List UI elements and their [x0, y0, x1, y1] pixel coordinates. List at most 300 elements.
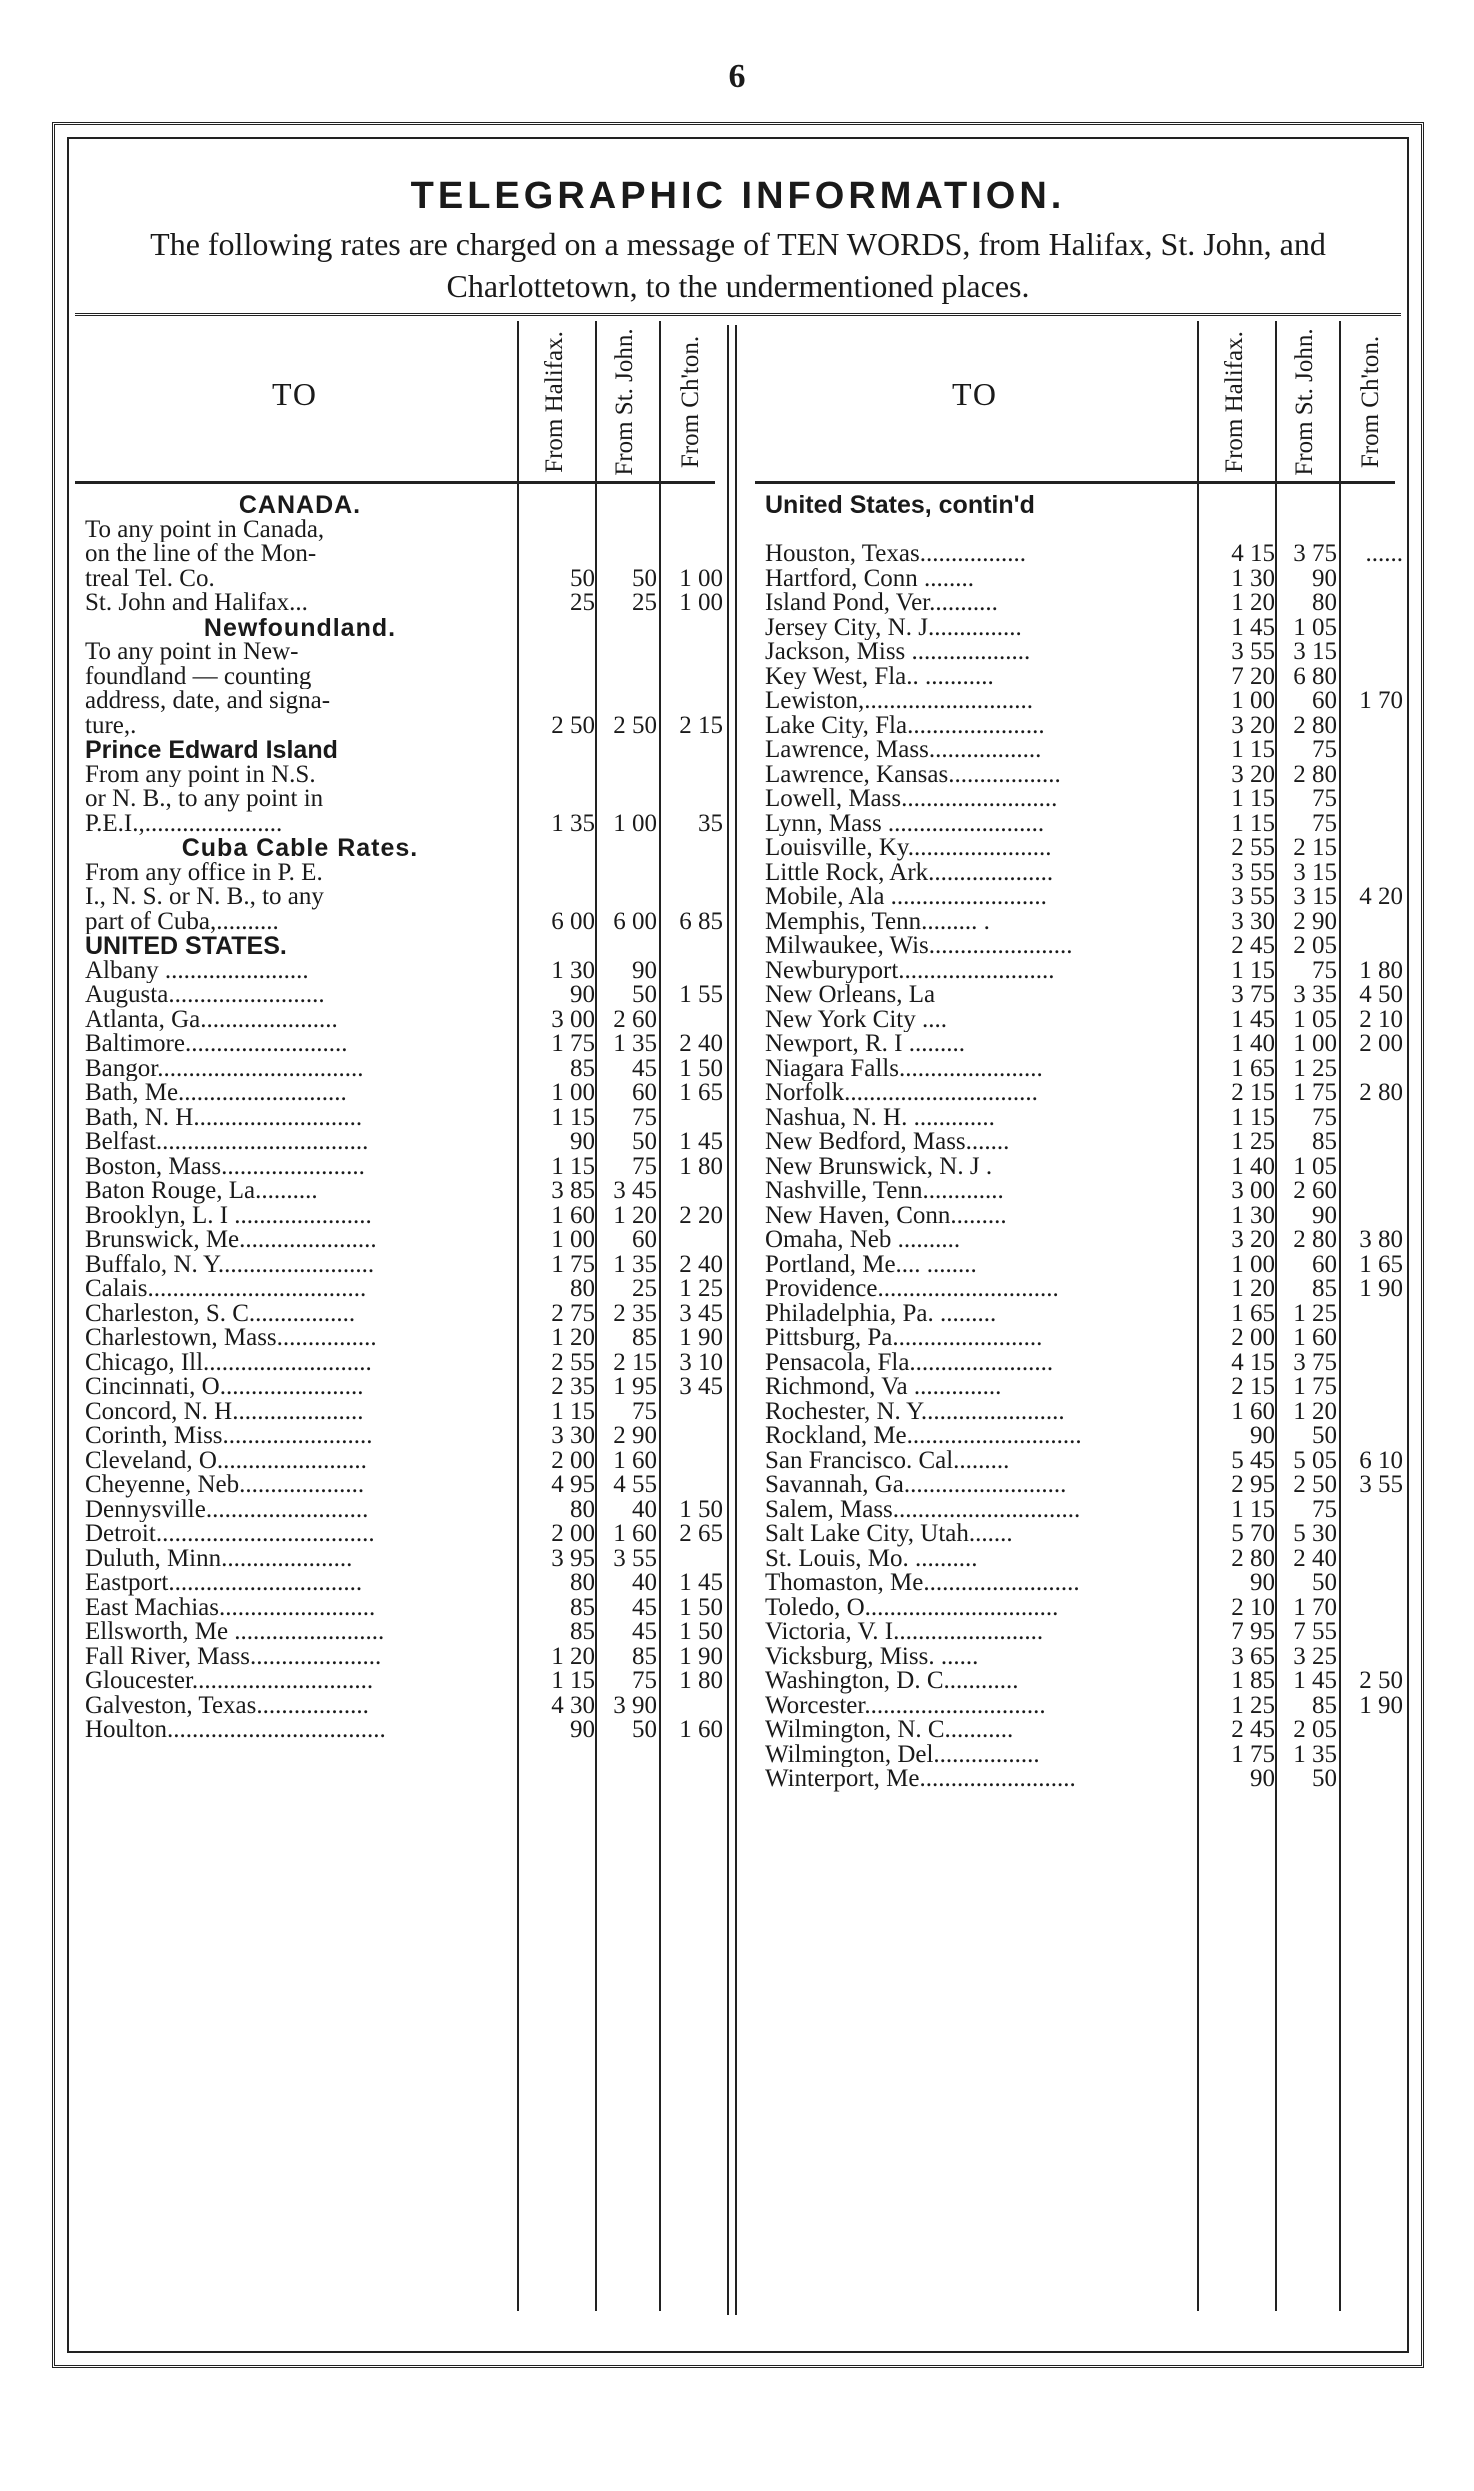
left-table: [75, 321, 723, 2321]
table-row: [755, 564, 1395, 592]
table-row: [75, 1424, 715, 1449]
place-name: Pittsburg, Pa........................: [765, 1326, 1043, 1351]
halifax-rate: 3 55: [1231, 638, 1275, 665]
place-name: Gloucester.............................: [85, 1669, 374, 1694]
table-row: [75, 589, 723, 616]
halifax-rate: 3 30: [1231, 907, 1275, 935]
table-row: [755, 1226, 1403, 1253]
table-row: [755, 1054, 1395, 1082]
table-row: [755, 1446, 1403, 1474]
place-name: New York City ....: [765, 1007, 947, 1032]
place-name: Pensacola, Fla.......................: [765, 1350, 1054, 1375]
chton-rate: 1 50: [679, 1054, 723, 1082]
stjohn-rate: 90: [1312, 1201, 1337, 1229]
table-row: [75, 1495, 723, 1523]
table-row: [755, 1299, 1395, 1327]
place-name: or N. B., to any point in: [85, 787, 324, 812]
stjohn-rate: 3 15: [1293, 858, 1337, 886]
place-name: Providence.............................: [765, 1277, 1059, 1302]
halifax-rate: 1 15: [551, 1397, 595, 1425]
place-name: foundland — counting: [85, 664, 312, 689]
stjohn-rate: 1 60: [1293, 1324, 1337, 1351]
table-row: [75, 1152, 723, 1180]
place-name: Brunswick, Me......................: [85, 1228, 377, 1253]
stjohn-rate: 1 05: [1293, 1005, 1337, 1033]
stjohn-rate: 90: [632, 956, 657, 984]
place-name: Nashville, Tenn.............: [765, 1179, 1004, 1204]
place-name: Lawrence, Kansas..................: [765, 762, 1061, 787]
table-row: [755, 1522, 1395, 1547]
stjohn-rate: 1 20: [613, 1201, 657, 1229]
place-name: Eastport...............................: [85, 1571, 363, 1596]
place-name: part of Cuba,..........: [85, 909, 279, 934]
halifax-rate: 2 55: [551, 1348, 595, 1376]
stjohn-rate: 3 55: [613, 1544, 657, 1572]
place-name: Nashua, N. H. .............: [765, 1105, 995, 1130]
table-row: [755, 1079, 1403, 1106]
place-name: New Bedford, Mass.......: [765, 1130, 1010, 1155]
place-name: Charleston, S. C.................: [85, 1301, 356, 1326]
halifax-rate: 3 30: [551, 1422, 595, 1449]
table-row: [755, 1471, 1403, 1498]
halifax-rate: 90: [570, 981, 595, 1008]
halifax-rate: 1 15: [551, 1103, 595, 1131]
stjohn-rate: 2 80: [1293, 711, 1337, 739]
table-row: [75, 1275, 723, 1302]
stjohn-rate: 3 75: [1293, 540, 1337, 567]
chton-rate: 1 80: [679, 1667, 723, 1694]
table-row: [75, 981, 723, 1008]
table-row: [755, 1375, 1395, 1400]
stjohn-rate: 1 45: [1293, 1667, 1337, 1694]
chton-rate: 1 00: [679, 564, 723, 592]
table-row: [75, 1667, 723, 1694]
table-row: [75, 1618, 723, 1645]
table-row: [75, 1201, 723, 1229]
place-name: Victoria, V. I........................: [765, 1620, 1044, 1645]
chton-rate: 4 50: [1359, 981, 1403, 1008]
table-row: [755, 1152, 1395, 1180]
stjohn-rate: 1 95: [613, 1373, 657, 1400]
right-table: [755, 321, 1403, 2321]
table-row: [75, 542, 715, 567]
stjohn-rate: 3 75: [1293, 1348, 1337, 1376]
halifax-rate: 2 15: [1231, 1079, 1275, 1106]
place-name: Cuba Cable Rates.: [181, 836, 419, 861]
table-row: [755, 883, 1403, 910]
halifax-rate: 1 00: [1231, 1250, 1275, 1278]
stjohn-rate: 40: [632, 1569, 657, 1596]
stjohn-rate: 1 35: [1293, 1740, 1337, 1768]
table-row: [755, 1103, 1395, 1131]
right-header-row: [755, 321, 1395, 484]
place-name: East Machias.........................: [85, 1595, 376, 1620]
place-name: Buffalo, N. Y.........................: [85, 1252, 375, 1277]
stjohn-rate: 85: [1312, 1128, 1337, 1155]
column-divider-double: [735, 325, 737, 2315]
halifax-rate: 3 20: [1231, 760, 1275, 788]
stjohn-rate: 3 90: [613, 1691, 657, 1719]
halifax-rate: 2 95: [1231, 1471, 1275, 1498]
place-name: Louisville, Ky.......................: [765, 836, 1052, 861]
halifax-rate: 3 55: [1231, 858, 1275, 886]
halifax-rate: 1 15: [1231, 809, 1275, 837]
halifax-rate: 2 80: [1231, 1544, 1275, 1572]
halifax-rate: 2 45: [1231, 932, 1275, 959]
place-name: Houston, Texas.................: [765, 542, 1026, 567]
table-row: [755, 836, 1395, 861]
halifax-rate: 1 00: [551, 1079, 595, 1106]
stjohn-rate: 1 35: [613, 1250, 657, 1278]
halifax-rate: 80: [570, 1569, 595, 1596]
table-row: [755, 1740, 1395, 1768]
stjohn-rate: 2 05: [1293, 1716, 1337, 1743]
halifax-rate: 1 25: [1231, 1691, 1275, 1719]
table-row: [755, 760, 1395, 788]
stjohn-rate: 75: [632, 1103, 657, 1131]
table-row: [755, 1326, 1395, 1351]
stjohn-rate: 75: [1312, 736, 1337, 763]
table-row: [755, 540, 1403, 567]
halifax-rate: 1 15: [551, 1152, 595, 1180]
table-row: [755, 1691, 1403, 1719]
stjohn-rate: 2 15: [1293, 834, 1337, 861]
chton-rate: 2 80: [1359, 1079, 1403, 1106]
chton-rate: 1 65: [679, 1079, 723, 1106]
place-name: treal Tel. Co.: [85, 566, 215, 591]
place-name: ture,.: [85, 713, 137, 738]
halifax-rate: 2 00: [551, 1520, 595, 1547]
table-row: [75, 640, 715, 665]
halifax-rate: 1 60: [551, 1201, 595, 1229]
halifax-rate: 1 30: [551, 956, 595, 984]
stjohn-rate: 60: [1312, 687, 1337, 714]
chton-rate: 35: [698, 809, 723, 837]
table-row: [755, 1571, 1395, 1596]
stjohn-rate: 75: [1312, 785, 1337, 812]
halifax-rate: 2 75: [551, 1299, 595, 1327]
table-row: [75, 1520, 723, 1547]
place-name: Cleveland, O........................: [85, 1448, 367, 1473]
place-name: Newfoundland.: [203, 615, 397, 640]
table-row: [755, 787, 1395, 812]
place-name: Duluth, Minn.....................: [85, 1546, 353, 1571]
chton-rate: 3 80: [1359, 1226, 1403, 1253]
place-name: To any point in New-: [85, 640, 299, 665]
table-row: [755, 1620, 1395, 1645]
chton-rate: 4 20: [1359, 883, 1403, 910]
place-name: Brooklyn, L. I ......................: [85, 1203, 372, 1228]
table-row: [75, 1179, 715, 1204]
stjohn-rate: 80: [1312, 589, 1337, 616]
table-row: [755, 907, 1395, 935]
table-row: [75, 1397, 715, 1425]
halifax-rate: 2 00: [551, 1446, 595, 1474]
halifax-rate: 1 45: [1231, 613, 1275, 641]
page-frame: [52, 122, 1424, 2368]
stjohn-rate: 4 55: [613, 1471, 657, 1498]
stjohn-rate: 75: [1312, 809, 1337, 837]
table-row: [755, 662, 1395, 690]
table-row: [755, 956, 1403, 984]
stjohn-rate: 60: [632, 1079, 657, 1106]
stjohn-rate: 2 35: [613, 1299, 657, 1327]
place-name: Baton Rouge, La..........: [85, 1179, 318, 1204]
place-name: Philadelphia, Pa. .........: [765, 1301, 997, 1326]
stjohn-rate: 1 05: [1293, 1152, 1337, 1180]
place-name: Norfolk...............................: [765, 1081, 1038, 1106]
halifax-column-header: From Halifax.: [1221, 331, 1248, 473]
halifax-rate: 85: [570, 1618, 595, 1645]
place-name: Ellsworth, Me ........................: [85, 1620, 385, 1645]
table-row: [75, 763, 715, 788]
table-row: [755, 934, 1395, 959]
table-row: [755, 1667, 1403, 1694]
halifax-rate: 1 75: [551, 1030, 595, 1057]
place-name: Chicago, Ill...........................: [85, 1350, 372, 1375]
halifax-rate: 1 65: [1231, 1054, 1275, 1082]
chton-rate: 1 60: [679, 1716, 723, 1743]
table-row: [755, 1030, 1403, 1057]
place-name: Cheyenne, Neb....................: [85, 1473, 365, 1498]
to-column-header: TO: [271, 376, 319, 412]
table-row: [75, 1593, 723, 1621]
stjohn-rate: 50: [1312, 1422, 1337, 1449]
table-row: [75, 1299, 723, 1327]
place-name: Atlanta, Ga......................: [85, 1007, 338, 1032]
page-number: 6: [728, 58, 746, 95]
chton-rate: 6 10: [1359, 1446, 1403, 1474]
table-row: [75, 564, 723, 592]
place-name: Jackson, Miss ...................: [765, 640, 1031, 665]
halifax-rate: 7 20: [1231, 662, 1275, 690]
chton-rate: 1 65: [1359, 1250, 1403, 1278]
place-name: UNITED STATES.: [85, 934, 287, 959]
chton-rate: 1 45: [679, 1128, 723, 1155]
stjohn-rate: 1 75: [1293, 1373, 1337, 1400]
halifax-column-header: From Halifax.: [541, 331, 568, 473]
stjohn-rate: 5 05: [1293, 1446, 1337, 1474]
table-row: [75, 1691, 715, 1719]
chton-rate: 1 90: [679, 1324, 723, 1351]
page-title: TELEGRAPHIC INFORMATION.: [410, 175, 1066, 217]
stjohn-rate: 1 70: [1293, 1593, 1337, 1621]
place-name: Salem, Mass..............................: [765, 1497, 1081, 1522]
place-name: Detroit...................................: [85, 1522, 375, 1547]
stjohn-rate: 40: [632, 1495, 657, 1523]
halifax-rate: 50: [570, 564, 595, 592]
halifax-rate: 1 15: [1231, 785, 1275, 812]
place-name: Hartford, Conn ........: [765, 566, 974, 591]
chton-rate: 3 45: [679, 1299, 723, 1327]
table-row: [755, 640, 1395, 665]
place-name: St. Louis, Mo. ..........: [765, 1546, 978, 1571]
halifax-rate: 1 00: [551, 1226, 595, 1253]
place-name: Bath, N. H...........................: [85, 1105, 363, 1130]
table-row: [755, 1275, 1403, 1302]
table-row: [755, 1250, 1403, 1278]
stjohn-rate: 3 15: [1293, 883, 1337, 910]
table-row: [75, 1079, 723, 1106]
halifax-rate: 3 20: [1231, 711, 1275, 739]
place-name: Portland, Me.... ........: [765, 1252, 977, 1277]
table-row: [75, 787, 715, 812]
chton-column-header: From Ch'ton.: [677, 335, 704, 469]
stjohn-rate: 6 80: [1293, 662, 1337, 690]
stjohn-rate: 1 05: [1293, 613, 1337, 641]
stjohn-rate: 50: [632, 981, 657, 1008]
place-name: I., N. S. or N. B., to any: [85, 885, 324, 910]
table-row: [75, 518, 715, 543]
halifax-rate: 1 15: [1231, 1495, 1275, 1523]
table-row: [755, 981, 1403, 1008]
place-name: P.E.I.,......................: [85, 811, 283, 836]
place-name: Jersey City, N. J...............: [765, 615, 1022, 640]
stjohn-rate: 2 90: [613, 1422, 657, 1449]
stjohn-rate: 2 40: [1293, 1544, 1337, 1572]
place-name: Memphis, Tenn......... .: [765, 909, 990, 934]
place-name: Cincinnati, O.......................: [85, 1375, 364, 1400]
place-name: Bath, Me...........................: [85, 1081, 347, 1106]
stjohn-rate: 7 55: [1293, 1618, 1337, 1645]
chton-rate: 1 55: [679, 981, 723, 1008]
table-row: [755, 1544, 1395, 1572]
halifax-rate: 4 15: [1231, 1348, 1275, 1376]
place-name: Rochester, N. Y.......................: [765, 1399, 1065, 1424]
place-name: Bangor.................................: [85, 1056, 364, 1081]
place-name: San Francisco. Cal.........: [765, 1448, 1010, 1473]
halifax-rate: 1 40: [1231, 1030, 1275, 1057]
stjohn-rate: 85: [632, 1324, 657, 1351]
stjohn-rate: 85: [1312, 1691, 1337, 1719]
halifax-rate: 3 55: [1231, 883, 1275, 910]
stjohn-rate: 25: [632, 1275, 657, 1302]
left-header-row: [75, 321, 715, 484]
stjohn-rate: 75: [1312, 956, 1337, 984]
table-row: [75, 1030, 723, 1057]
stjohn-rate: 50: [632, 1716, 657, 1743]
table-row: [75, 616, 715, 641]
stjohn-rate: 45: [632, 1618, 657, 1645]
place-name: Washington, D. C............: [765, 1669, 1019, 1694]
stjohn-rate: 3 35: [1293, 981, 1337, 1008]
table-row: [75, 1103, 715, 1131]
halifax-rate: 1 30: [1231, 564, 1275, 592]
intro-rule: [75, 313, 1401, 316]
place-name: Boston, Mass.......................: [85, 1154, 365, 1179]
halifax-rate: 3 20: [1231, 1226, 1275, 1253]
halifax-rate: 2 45: [1231, 1716, 1275, 1743]
stjohn-column-header: From St. John.: [611, 328, 638, 476]
chton-rate: 1 80: [679, 1152, 723, 1180]
place-name: New Haven, Conn.........: [765, 1203, 1007, 1228]
halifax-rate: 3 95: [551, 1544, 595, 1572]
stjohn-rate: 1 75: [1293, 1079, 1337, 1106]
intro-text: The following rates are charged on a message of TEN WORDS, from Halifax, St. John, and Charlottetown, to the undermentioned places.: [150, 226, 1326, 304]
chton-rate: 1 70: [1359, 687, 1403, 714]
place-name: To any point in Canada,: [85, 517, 325, 542]
place-name: address, date, and signa-: [85, 689, 331, 714]
stjohn-rate: 1 60: [613, 1446, 657, 1474]
stjohn-rate: 85: [1312, 1275, 1337, 1302]
stjohn-rate: 25: [632, 589, 657, 616]
right-rows: [755, 493, 1403, 1792]
place-name: New Orleans, La: [765, 983, 936, 1008]
halifax-rate: 1 35: [551, 809, 595, 837]
place-name: Salt Lake City, Utah.......: [765, 1522, 1013, 1547]
halifax-rate: 85: [570, 1054, 595, 1082]
halifax-rate: 2 15: [1231, 1373, 1275, 1400]
chton-column-header: From Ch'ton.: [1357, 335, 1384, 469]
stjohn-rate: 2 80: [1293, 760, 1337, 788]
place-name: Lawrence, Mass..................: [765, 738, 1042, 763]
table-row: [755, 1348, 1395, 1376]
stjohn-rate: 50: [1312, 1569, 1337, 1596]
chton-rate: 1 50: [679, 1618, 723, 1645]
table-row: [75, 861, 715, 886]
chton-rate: ......: [1365, 540, 1403, 567]
table-row: [755, 1130, 1395, 1155]
table-row: [75, 1569, 723, 1596]
halifax-rate: 1 20: [1231, 1275, 1275, 1302]
table-row: [755, 1005, 1403, 1033]
place-name: Albany .......................: [85, 958, 309, 983]
table-row: [75, 711, 723, 739]
to-column-header: TO: [951, 376, 999, 412]
halifax-rate: 1 60: [1231, 1397, 1275, 1425]
place-name: Omaha, Neb ..........: [765, 1228, 961, 1253]
halifax-rate: 1 15: [1231, 956, 1275, 984]
table-row: [755, 493, 1395, 518]
halifax-rate: 1 65: [1231, 1299, 1275, 1327]
halifax-rate: 1 30: [1231, 1201, 1275, 1229]
place-name: Milwaukee, Wis.......................: [765, 934, 1073, 959]
stjohn-rate: 3 15: [1293, 638, 1337, 665]
table-row: [75, 956, 715, 984]
chton-rate: 2 50: [1359, 1667, 1403, 1694]
chton-rate: 3 10: [679, 1348, 723, 1376]
table-row: [75, 1128, 723, 1155]
table-row: [75, 1228, 715, 1253]
place-name: Thomaston, Me.........................: [765, 1571, 1080, 1596]
halifax-rate: 1 75: [551, 1250, 595, 1278]
stjohn-rate: 45: [632, 1593, 657, 1621]
halifax-rate: 3 75: [1231, 981, 1275, 1008]
halifax-rate: 4 95: [551, 1471, 595, 1498]
halifax-rate: 2 55: [1231, 834, 1275, 861]
table-row: [75, 809, 723, 837]
halifax-rate: 1 20: [551, 1642, 595, 1670]
stjohn-rate: 2 50: [613, 711, 657, 739]
stjohn-rate: 1 20: [1293, 1397, 1337, 1425]
chton-rate: 1 90: [679, 1642, 723, 1670]
stjohn-rate: 1 25: [1293, 1054, 1337, 1082]
table-row: [75, 907, 723, 935]
halifax-rate: 1 40: [1231, 1152, 1275, 1180]
stjohn-rate: 1 25: [1293, 1299, 1337, 1327]
table-row: [755, 738, 1395, 763]
halifax-rate: 3 00: [551, 1005, 595, 1033]
place-name: Rockland, Me............................: [765, 1424, 1082, 1449]
halifax-rate: 5 70: [1231, 1520, 1275, 1547]
stjohn-rate: 5 30: [1293, 1520, 1337, 1547]
place-name: Galveston, Texas..................: [85, 1693, 369, 1718]
place-name: Niagara Falls.......................: [765, 1056, 1043, 1081]
halifax-rate: 3 65: [1231, 1642, 1275, 1670]
chton-rate: 3 45: [679, 1373, 723, 1400]
place-name: New Brunswick, N. J .: [765, 1154, 993, 1179]
stjohn-rate: 90: [1312, 564, 1337, 592]
